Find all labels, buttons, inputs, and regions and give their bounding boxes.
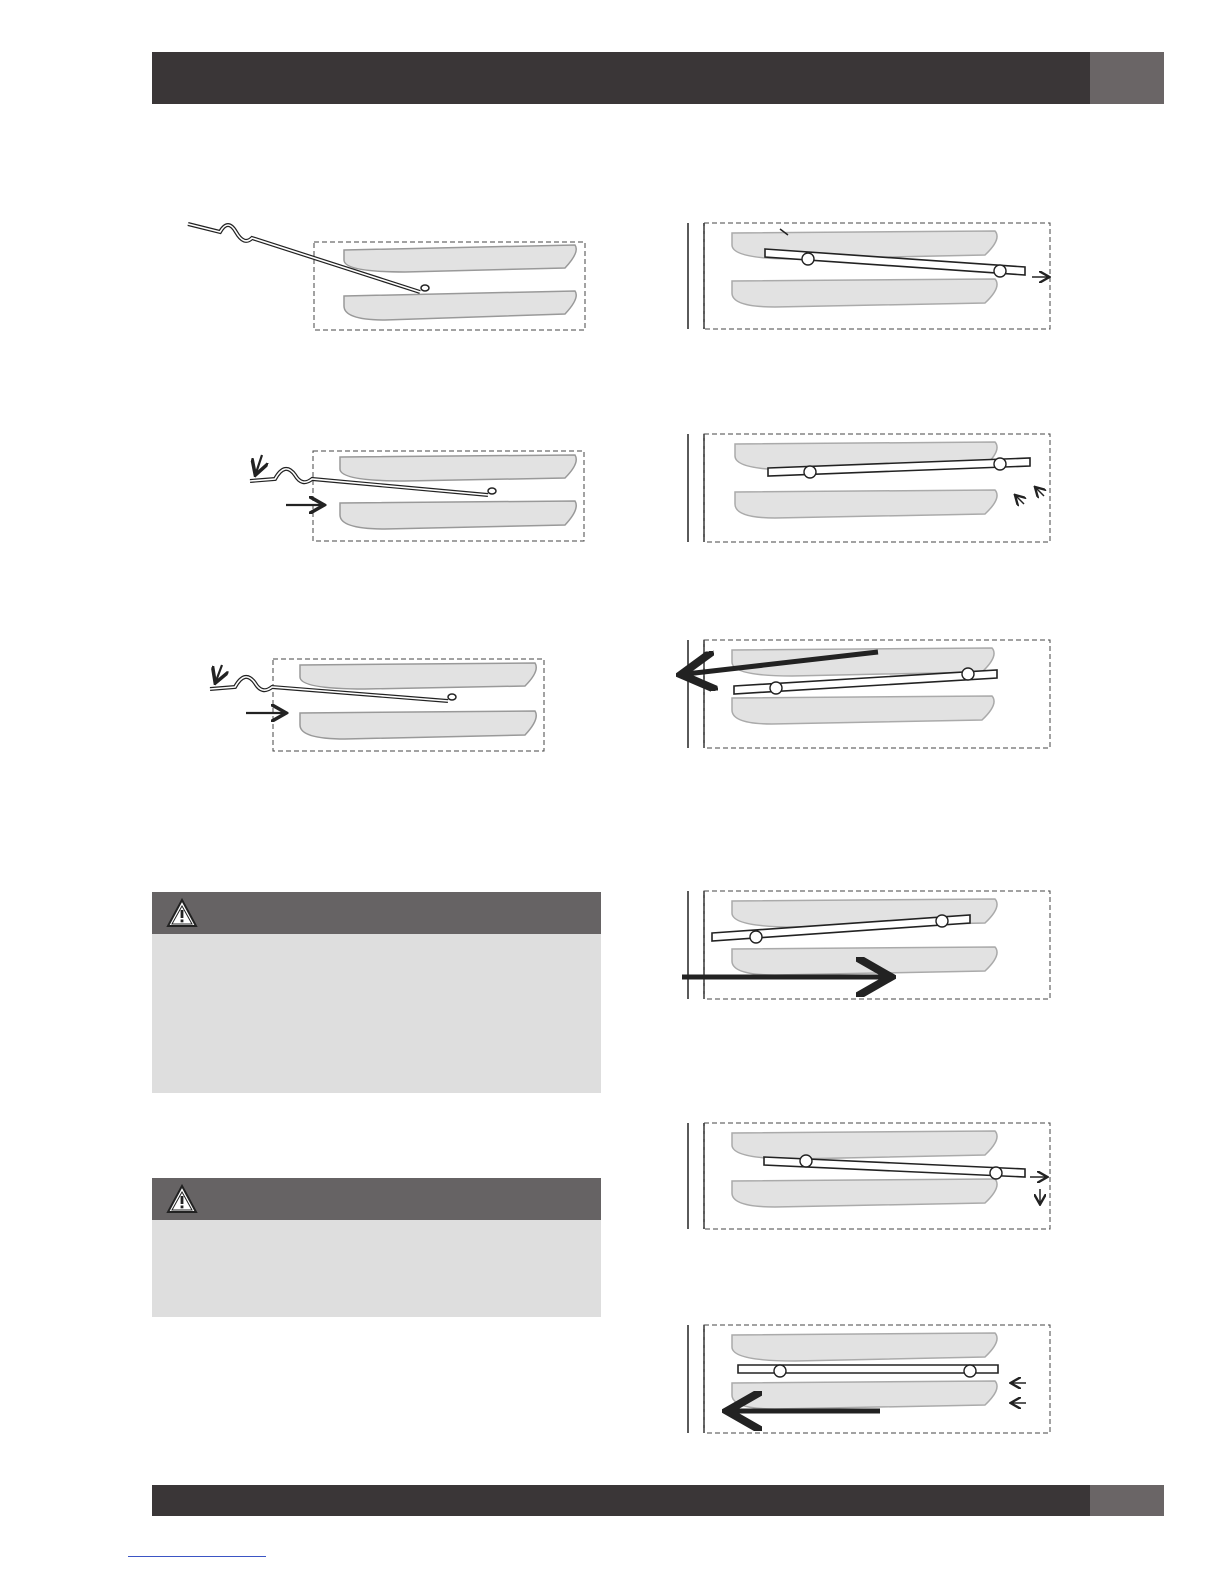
rail-figure-2	[680, 428, 1060, 553]
header-bar	[152, 52, 1090, 104]
warning-box-1	[152, 892, 601, 1093]
rail-figure-3	[672, 636, 1062, 756]
warning-header	[152, 892, 601, 934]
shelf-removal-figure-2	[240, 445, 600, 550]
rail-figure-4	[680, 887, 1060, 1007]
footer-link-underline[interactable]	[128, 1556, 266, 1557]
warning-triangle-icon	[166, 1184, 198, 1214]
rail-figure-6	[680, 1321, 1060, 1441]
footer-page-tab	[1090, 1485, 1164, 1516]
warning-body	[152, 934, 601, 958]
shelf-removal-figure-3	[200, 655, 560, 760]
warning-header	[152, 1178, 601, 1220]
warning-triangle-icon	[166, 898, 198, 928]
footer-bar	[152, 1485, 1090, 1516]
rail-figure-1	[680, 215, 1060, 340]
shelf-removal-figure-1	[180, 210, 600, 340]
rail-figure-5	[680, 1117, 1060, 1237]
warning-body	[152, 1220, 601, 1244]
warning-box-2	[152, 1178, 601, 1317]
header-section-tab	[1090, 52, 1164, 104]
